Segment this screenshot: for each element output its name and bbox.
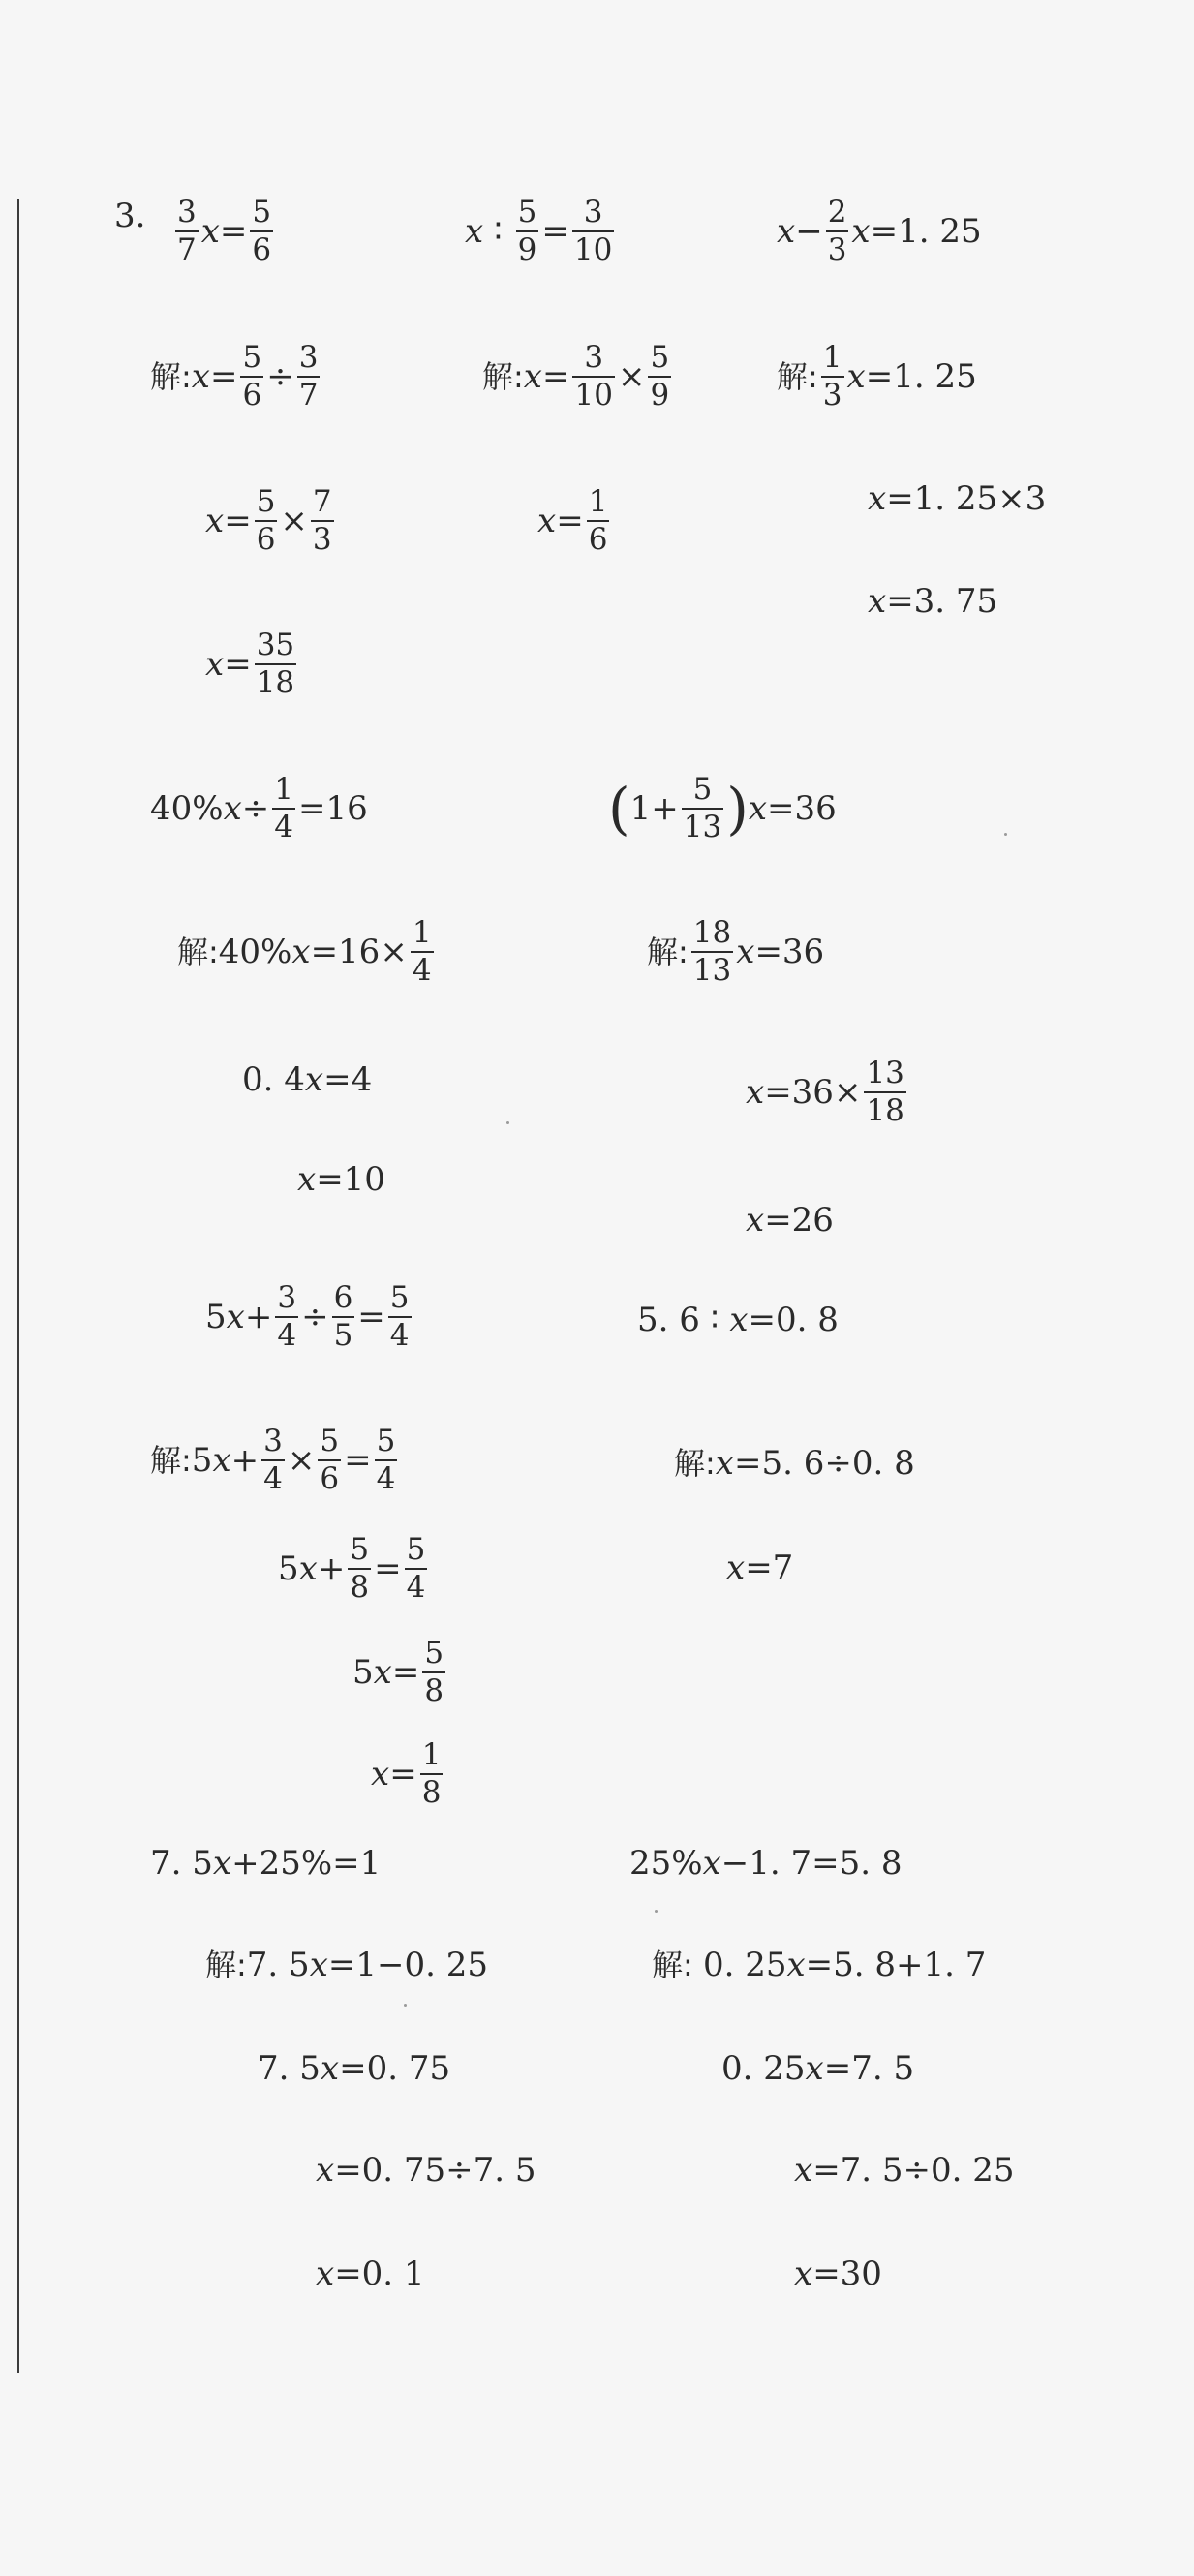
fraction: $\frac{13}{18}$ [866,1056,904,1128]
equation-9-step-4: x =30 [794,2254,882,2293]
equation-4: 40% x ÷ $\frac{1}{4}$ =16 [150,772,368,844]
equation-2: x ∶ $\frac{5}{9}$ = $\frac{3}{10}$ [465,195,613,267]
equation-8-step-1: 解: 7. 5 x =1−0. 25 [205,1946,488,1984]
fraction: $\frac{5}{13}$ [683,772,722,844]
equation-1: $\frac{3}{7}$ x = $\frac{5}{6}$ [177,195,272,267]
fraction: $\frac{5}{9}$ [517,195,537,267]
equation-1-step-1: 解: x = $\frac{5}{6}$ ÷ $\frac{3}{7}$ [150,340,319,413]
equation-7: 5. 6 ∶ x =0. 8 [637,1301,839,1339]
equation-4-step-2: 0. 4 x =4 [242,1060,373,1099]
fraction: $\frac{1}{4}$ [412,915,432,988]
equation-2-step-1: 解: x = $\frac{3}{10}$ × $\frac{5}{9}$ [482,340,670,413]
equation-6-step-4: x = $\frac{1}{8}$ [371,1737,442,1810]
fraction: $\frac{3}{10}$ [574,340,613,413]
equation-6-step-2: 5 x + $\frac{5}{8}$ = $\frac{5}{4}$ [278,1532,426,1605]
equation-6-step-1: 解: 5 x + $\frac{3}{4}$ × $\frac{5}{6}$ = $\frac{5}{4}$ [150,1424,396,1496]
scan-speck [404,2004,407,2007]
equation-6-step-3: 5 x = $\frac{5}{8}$ [352,1636,444,1708]
equation-2-step-2: x = $\frac{1}{6}$ [537,484,608,557]
scan-speck [506,1121,509,1124]
equation-9-step-2: 0. 25 x =7. 5 [721,2049,915,2088]
equation-8: 7. 5 x +25%=1 [150,1844,382,1883]
equation-3: x − $\frac{2}{3}$ x =1. 25 [777,195,982,267]
margin-line [17,199,19,2373]
equation-5-step-2: x =36× $\frac{13}{18}$ [746,1056,904,1128]
equation-8-step-2: 7. 5 x =0. 75 [258,2049,451,2088]
fraction: $\frac{5}{8}$ [350,1532,370,1605]
fraction: $\frac{1}{6}$ [588,484,608,557]
fraction: $\frac{5}{8}$ [424,1636,444,1708]
fraction: $\frac{5}{6}$ [252,195,272,267]
equation-9-step-1: 解: 0. 25 x =5. 8+1. 7 [652,1946,987,1984]
fraction: $\frac{35}{18}$ [256,628,295,700]
fraction: $\frac{5}{4}$ [376,1424,396,1496]
fraction: $\frac{1}{4}$ [274,772,293,844]
equation-3-step-1: 解: $\frac{1}{3}$ x =1. 25 [777,340,977,413]
fraction: $\frac{5}{9}$ [650,340,670,413]
equation-3-step-2: x =1. 25×3 [868,479,1047,518]
fraction: $\frac{3}{4}$ [277,1280,297,1353]
fraction: $\frac{5}{6}$ [256,484,276,557]
equation-9-step-3: x =7. 5÷0. 25 [794,2151,1015,2190]
equation-5-step-3: x =26 [746,1201,834,1240]
equation-7-step-2: x =7 [726,1549,794,1587]
equation-1-step-3: x = $\frac{35}{18}$ [205,628,295,700]
equation-8-step-3: x =0. 75÷7. 5 [316,2151,536,2190]
scan-speck [1004,833,1007,836]
fraction: $\frac{6}{5}$ [333,1280,353,1353]
fraction: $\frac{5}{6}$ [242,340,262,413]
fraction: $\frac{3}{10}$ [573,195,613,267]
fraction: $\frac{2}{3}$ [827,195,847,267]
fraction: $\frac{1}{8}$ [421,1737,442,1810]
fraction: $\frac{3}{7}$ [298,340,319,413]
equation-8-step-4: x =0. 1 [316,2254,425,2293]
equation-3-step-3: x =3. 75 [868,582,998,621]
equation-4-step-1: 解: 40% x =16× $\frac{1}{4}$ [177,915,432,988]
fraction: $\frac{3}{7}$ [177,195,197,267]
fraction: $\frac{3}{4}$ [263,1424,283,1496]
scan-speck [655,1910,658,1913]
problem-number: 3. [114,197,146,235]
equation-9: 25% x −1. 7=5. 8 [629,1844,903,1883]
equation-6: 5 x + $\frac{3}{4}$ ÷ $\frac{6}{5}$ = $\frac{5}{4}$ [205,1280,410,1353]
fraction: $\frac{5}{4}$ [406,1532,426,1605]
fraction: $\frac{5}{4}$ [389,1280,410,1353]
fraction: $\frac{5}{6}$ [320,1424,340,1496]
fraction: $\frac{18}{13}$ [692,915,732,988]
equation-7-step-1: 解: x =5. 6÷0. 8 [674,1444,915,1483]
equation-1-step-2: x = $\frac{5}{6}$ × $\frac{7}{3}$ [205,484,332,557]
equation-4-step-3: x =10 [297,1160,385,1199]
equation-5: ( 1+ $\frac{5}{13}$ ) x =36 [608,772,837,844]
fraction: $\frac{1}{3}$ [822,340,842,413]
fraction: $\frac{7}{3}$ [312,484,332,557]
equation-5-step-1: 解: $\frac{18}{13}$ x =36 [647,915,825,988]
